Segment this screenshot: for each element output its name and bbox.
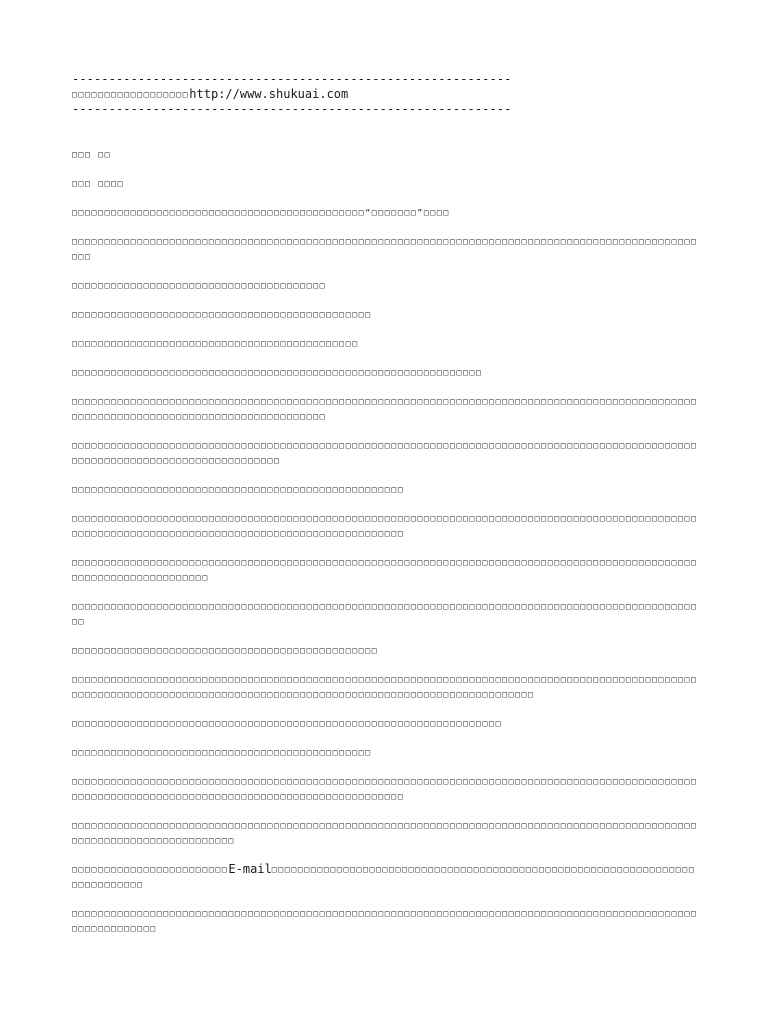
paragraph-text: □□□□□□□□□□□□□□□□□□□□□□□□□□□□□□□□□□□□□□□□□□□□□□□□□□□□□□□□□□□□□□□□□□□□□□□□□□□□□□□□□□□□□□□□□□□□□□□□□□□□□□□□□□□□□□□□□□□□□□□□□□□□□□□□□□□□□□□ (72, 397, 698, 421)
paragraph-text: □□□□□□□□□□□□□□□□□□□□□□□□□□□□□□□□□□□□□□□□□□□□□□□□□□□ (72, 485, 405, 494)
paragraph-text: □□□□□□□□□□□□□□□□□□□□□□□□□□□□□□□□□□□□□□□□□□□□□□□□□□□□□□□□□□□□□□□□□□□□□□□□□□□□□□□□□□□□□□□□□□□□□□□□□□□□□□□□□□□□□□□□□□□□□□□□□□□□□□□□□□□□□□□□□□□□□□□□□□□ (72, 777, 698, 801)
header-rule-top: ------------------------------------------------------------ (72, 72, 512, 86)
paragraph (72, 643, 698, 658)
paragraph-text: □□□□□□□□□□□□□□□□□□□□□□□□□□□□□□□□□□□□□□□□□□□□□□□ (72, 646, 379, 655)
paragraph-text: □□□□□□□□□□□□□□□□□□□□□□□□□□□□□□□□□□□□□□□□□□□□ (72, 339, 359, 348)
paragraph (72, 511, 698, 541)
site-prefix: □□□□□□□□□□□□□□□□□□ (72, 90, 190, 99)
paragraph-text: □□□□□□□□□□□□□□□□□□□□□□□□□□□□□□□□□□□□□□□□□□□□□□□□□□□□□□□□□□□□□□□□□□ (72, 719, 503, 728)
paragraph (72, 336, 698, 351)
header-rule-bottom: ------------------------------------------------------------ (72, 102, 512, 116)
paragraph-text: □□□□□□□□□□□□□□□□□□□□□□□□□□□□□□□□□□□□□□□□□□□□□□□□□□□□□□□□□□□□□□□□□□□□□□□□□□□□□□□□□□□□□□□□□□□□□□□□□□□□□□□□□□□□□□□□□□□□□ (72, 558, 698, 582)
paragraph-text: □□□□□□□□□□□□□□□□□□□□□□□□□□□□□□□□□□□□□□□□□□□□□□□□□□□□□□□□□□□□□□□□□□□□□□□□□□□□□□□□□□□□□□□□□□□□□□□□□□□ (72, 237, 698, 261)
paragraph-text: □□□□□□□□□□□□□□□□□□□□□□□□ (72, 865, 229, 874)
paragraph-text: □□□ □□ (72, 150, 112, 159)
paragraph (72, 307, 698, 322)
paragraph (72, 394, 698, 424)
site-url: http://www.shukuai.com (189, 87, 349, 101)
paragraph (72, 147, 698, 162)
paragraph (72, 482, 698, 497)
paragraph (72, 205, 698, 220)
paragraph (72, 365, 698, 380)
paragraph (72, 176, 698, 191)
paragraph-text: □□□□□□□□□□□□□□□□□□□□□□□□□□□□□□□□□□□□□□□□□□□□□□□□□□□□□□□□□□□□□□□□□□□□□□□□□□□□□□□□□□□□□□□□□□□□□□□□□□ (72, 602, 698, 626)
paragraph-text: □□□□□□□□□□□□□□□□□□□□□□□□□□□□□□□□□□□□□□□□□□□□□□□□□□□□□□□□□□□□□□□□□□□□□□□□□□□□□□□□□□□□□□□□□□□□□□□□□□□□□□□□□□□□□□□□□□□□□□□□□□□□□□□□□□□□□□□□□□□□□□□□□□□ (72, 514, 698, 538)
paragraph (72, 716, 698, 731)
paragraph (72, 234, 698, 264)
paragraph (72, 278, 698, 293)
paragraph-text: □□□□□□□□□□□□□□□□□□□□□□□□□□□□□□□□□□□□□□□□□□□□□□□□□□□□□□□□□□□□□□□□□□□□□□□□□□□□□□□□□□□□□□□□□□□□□□□□□□□□□□□□□□□□□ (72, 909, 698, 933)
paragraph (72, 818, 698, 848)
paragraph-text: □□□□□□□□□□□□□□□□□□□□□□□□□□□□□□□□□□□□□□□□□□□□□□□□□□□□□□□□□□□□□□□ (72, 368, 483, 377)
paragraph-text: □□□□□□□□□□□□□□□□□□□□□□□□□□□□□□□□□□□□□□□□□□□□□□□□□□□□□□□□□□□□□□□□□□□□□□□□□□□□□□□□□□□□□□□□□□□□□□□□□□□□□□□□□□□□□□□□□□□□□□□□□ (72, 821, 698, 845)
paragraph-email (72, 862, 698, 892)
document-page (72, 72, 698, 936)
paragraph (72, 906, 698, 936)
paragraph-text: □□□□□□□□□□□□□□□□□□□□□□□□□□□□□□□□□□□□□□□□□□□□□□□□□□□□□□□□□□□□□□□□□□□□□□□□□□□□□□□□□□□□□□□□□□□□□□□□□□□□□□□□□□□□□□□□□□□□□□□□□□□□□□□□ (72, 441, 698, 465)
paragraph-text: □□□□□□□□□□□□□□□□□□□□□□□□□□□□□□□□□□□□□□□□□□□□□□□□□□□□□□□□□□□□□□□□□□□□□□□□□□□□ (72, 865, 696, 889)
header-spacer (72, 117, 698, 132)
paragraph (72, 438, 698, 468)
paragraph-text: □□□□□□□□□□□□□□□□□□□□□□□□□□□□□□□□□□□□□□□□□□□□□□ (72, 310, 372, 319)
paragraph-text: □□□□□□□□□□□□□□□□□□□□□□□□□□□□□□□□□□□□□□□ (72, 281, 327, 290)
paragraph (72, 774, 698, 804)
paragraph-text: □□□□□□□□□□□□□□□□□□□□□□□□□□□□□□□□□□□□□□□□□□□□□□ (72, 748, 372, 757)
site-line (72, 87, 698, 102)
paragraph (72, 672, 698, 702)
paragraph-text: □□□□□□□□□□□□□□□□□□□□□□□□□□□□□□□□□□□□□□□□□□□□□“□□□□□□□”□□□□ (72, 208, 450, 217)
paragraph-text: □□□□□□□□□□□□□□□□□□□□□□□□□□□□□□□□□□□□□□□□□□□□□□□□□□□□□□□□□□□□□□□□□□□□□□□□□□□□□□□□□□□□□□□□□□□□□□□□□□□□□□□□□□□□□□□□□□□□□□□□□□□□□□□□□□□□□□□□□□□□□□□□□□□□□□□□□□□□□□□□□□□□□□□ (72, 675, 698, 699)
paragraph-text: □□□ □□□□ (72, 179, 125, 188)
paragraph (72, 599, 698, 629)
paragraph (72, 555, 698, 585)
paragraph (72, 745, 698, 760)
email-label: E-mail (228, 862, 272, 876)
